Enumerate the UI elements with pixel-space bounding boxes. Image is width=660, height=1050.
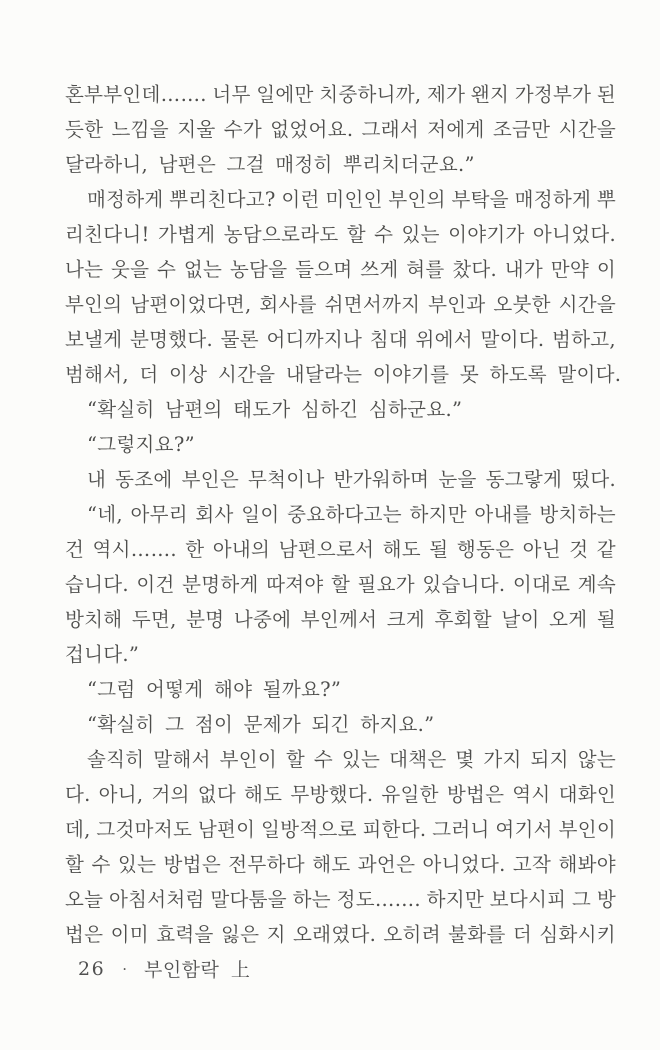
text-line: 달라하니, 남편은 그걸 매정히 뿌리치더군요.” [65,153,475,176]
footer-separator-dot: · [122,959,127,978]
word: 할 [65,853,85,876]
word: 부인이 [219,748,278,771]
word: 해도 [312,853,351,876]
word: 말이다. [480,328,545,351]
word: 위에서 [415,328,473,351]
word: 회사를 [259,293,317,316]
word: 이대로 [512,573,571,596]
word: 불화를 [448,923,506,946]
word: 할 [346,223,366,246]
word: 될 [596,608,616,631]
word: 수 [374,223,394,246]
text-line [65,322,616,357]
word: 할 [330,573,351,596]
word: 방법은 [446,783,505,806]
word: “네, [87,503,123,526]
word: 부인은 [181,468,240,491]
word: 않는 [577,748,616,771]
book-title: 부인함락 上 [143,959,251,981]
word: 한 [185,538,205,561]
word: 말해서 [153,748,211,771]
word: 효력을 [156,923,214,946]
word: 조금만 [492,118,551,141]
word: 후회할 [434,608,492,631]
word: 피한다. [362,818,427,841]
word: 아침서처럼 [108,888,205,911]
word: 이런 [281,188,320,211]
word: 너무 [212,83,251,106]
word: 역시……. [92,538,177,561]
word: 저에게 [427,118,485,141]
word: 건 [65,538,85,561]
word: 매정하게 [87,188,164,211]
word: 아무리 [130,503,188,526]
word: 이 [596,258,616,281]
word: 부인의 [65,293,123,316]
word: 매정하게 [514,188,592,211]
word: 더 [512,923,533,946]
text-line [65,602,616,637]
word: 치중하니까, [319,83,422,106]
text-line [65,532,616,567]
word: 부인이 [558,818,616,841]
word: 뿌 [596,188,616,211]
word: 말다툼을 [210,888,287,911]
word: 쓰게 [360,258,399,281]
word: 어디까지나 [266,328,363,351]
word: 가볍게 [157,223,216,246]
text-line [65,847,616,882]
word: 여기서 [495,818,553,841]
word: 정도……. [336,888,421,911]
word: 방치하는 [539,503,616,526]
text-line [65,77,616,112]
word: 수 [157,258,177,281]
word: 왠지 [470,83,510,106]
word: 방법은 [163,853,221,876]
word: 하는 [292,888,331,911]
word: 대책은 [389,748,447,771]
word: 내 [87,468,107,491]
word: 나는 [65,258,104,281]
word: 가지 [483,748,522,771]
word: 물론 [220,328,259,351]
word: 회사 [195,503,234,526]
word: 없었어요. [270,118,354,141]
text-line [65,462,616,497]
word: 동조에 [115,468,173,491]
word: 없는 [183,258,223,281]
word: 할 [285,748,306,771]
word: 리친다니! [65,223,150,246]
word: 제가 [427,83,466,106]
text-line [65,287,616,322]
word: 방치해 [65,608,123,631]
word: 될 [429,538,449,561]
text-line [65,252,616,287]
word: 나중에 [233,608,292,631]
word: 눈을 [438,468,477,491]
word: 그 [571,888,592,911]
word: 일에만 [256,83,314,106]
text-line [65,112,616,147]
word: 잃은 [220,923,260,946]
word: 그러니 [432,818,490,841]
text-line: 겁니다.” [65,643,140,666]
word: 아내의 [212,538,271,561]
word: 것 [569,538,589,561]
word: 부인께서 [300,608,378,631]
word: 따져야 [266,573,324,596]
word: 이건 [136,573,175,596]
word: 하지만 [409,503,467,526]
word: 분명했다. [129,328,214,351]
word: 시간을 [558,293,616,316]
word: 방 [596,888,616,911]
text-line: “확실히 그 점이 문제가 되긴 하지요.” [87,713,435,736]
text-line [65,742,616,777]
word: 해도 [244,783,283,806]
word: 동그랗게 [485,468,563,491]
word: 법은 [65,923,104,946]
word: 분명 [186,608,225,631]
word: 미인인 [325,188,383,211]
word: 시간을 [558,118,616,141]
word: 유일한 [381,783,439,806]
word: 침대 [369,328,408,351]
word: 수 [91,853,111,876]
word: 거의 [151,783,190,806]
word: 수가 [223,118,263,141]
word: 농담으로라도 [223,223,339,246]
word: 보다시피 [489,888,567,911]
word: 해도 [382,538,421,561]
word: 중요하다고는 [287,503,402,526]
word: 데, [65,818,91,841]
word: 그래서 [361,118,419,141]
text-line: “그럼 어떻게 해야 될까요?” [87,678,342,701]
text-line [65,777,616,812]
text-line [65,812,616,847]
text-line: “확실히 남편의 태도가 심하긴 심하군요.” [87,398,463,421]
word: 두면, [131,608,177,631]
word: 있습니다. [422,573,506,596]
word: 같 [596,538,616,561]
word: 하지만 [426,888,485,911]
word: 지 [266,923,286,946]
word: 부탁을 [451,188,509,211]
word: 오붓한 [493,293,551,316]
word: 찼다. [452,258,498,281]
word: 다. [65,783,91,806]
word: 계속 [577,573,616,596]
word: 반가워하며 [333,468,430,491]
word: 지울 [177,118,216,141]
body-text [65,77,622,952]
word: 혼부부인데……. [65,83,207,106]
word: 몇 [455,748,475,771]
word: 내가 [504,258,544,281]
word: 아니었다. [422,853,506,876]
word: 대화인 [558,783,616,806]
word: 일방적으로 [261,818,357,841]
word: 이야기가 [448,223,525,246]
word: 무척이나 [248,468,325,491]
word: 떴다. [571,468,616,491]
text-line [65,497,616,532]
word: 수 [313,748,334,771]
word: 있는 [401,223,440,246]
word: 역시 [512,783,551,806]
word: 된 [596,83,616,106]
word: 농담을 [229,258,288,281]
word: 범하고, [552,328,616,351]
word: 무방했다. [290,783,374,806]
word: 필요가 [357,573,415,596]
word: 솔직히 [87,748,145,771]
word: 아내를 [474,503,532,526]
word: 고작 [512,853,552,876]
word: 과언은 [357,853,416,876]
word: 오히려 [383,923,441,946]
word: 오늘 [65,888,104,911]
word: 가정부가 [514,83,592,106]
word: 해봐야 [558,853,616,876]
word: 들으며 [295,258,353,281]
word: 이미 [110,923,149,946]
word: 부인과 [428,293,486,316]
word: 없다 [197,783,237,806]
page-footer [78,951,250,986]
word: 전무하다 [228,853,305,876]
text-line [65,917,616,952]
word: 날이 [501,608,540,631]
word: 분명하게 [182,573,259,596]
word: 만약 [550,258,590,281]
word: 오게 [549,608,588,631]
word: 남편으로서 [278,538,375,561]
text-line [65,882,616,917]
word: 뿌리친다고? [169,188,276,211]
text-line [65,217,616,252]
text-line: 범해서, 더 이상 시간을 내달라는 이야기를 못 하도록 말이다. [65,363,622,386]
word: 아니, [98,783,144,806]
word: 있는 [117,853,157,876]
word: 있는 [341,748,381,771]
word: 보낼게 [65,328,123,351]
word: 심화시키 [539,923,616,946]
word: 느낌을 [111,118,169,141]
word: 남편이었다면, [130,293,252,316]
text-line [65,567,616,602]
page-number: 26 [78,957,106,980]
word: 웃을 [111,258,150,281]
word: 크게 [386,608,426,631]
word: 쉬면서까지 [324,293,421,316]
word: 행동은 [456,538,515,561]
word: 부인의 [388,188,446,211]
word: 오래였다. [293,923,377,946]
text-line [65,182,616,217]
word: 그것마저도 [96,818,193,841]
word: 되지 [530,748,569,771]
text-line: “그렇지요?” [87,433,195,456]
word: 아니었다. [532,223,616,246]
word: 습니다. [65,573,129,596]
word: 남편이 [197,818,256,841]
word: 혀를 [406,258,445,281]
word: 일이 [241,503,280,526]
word: 듯한 [65,118,104,141]
word: 아닌 [522,538,561,561]
